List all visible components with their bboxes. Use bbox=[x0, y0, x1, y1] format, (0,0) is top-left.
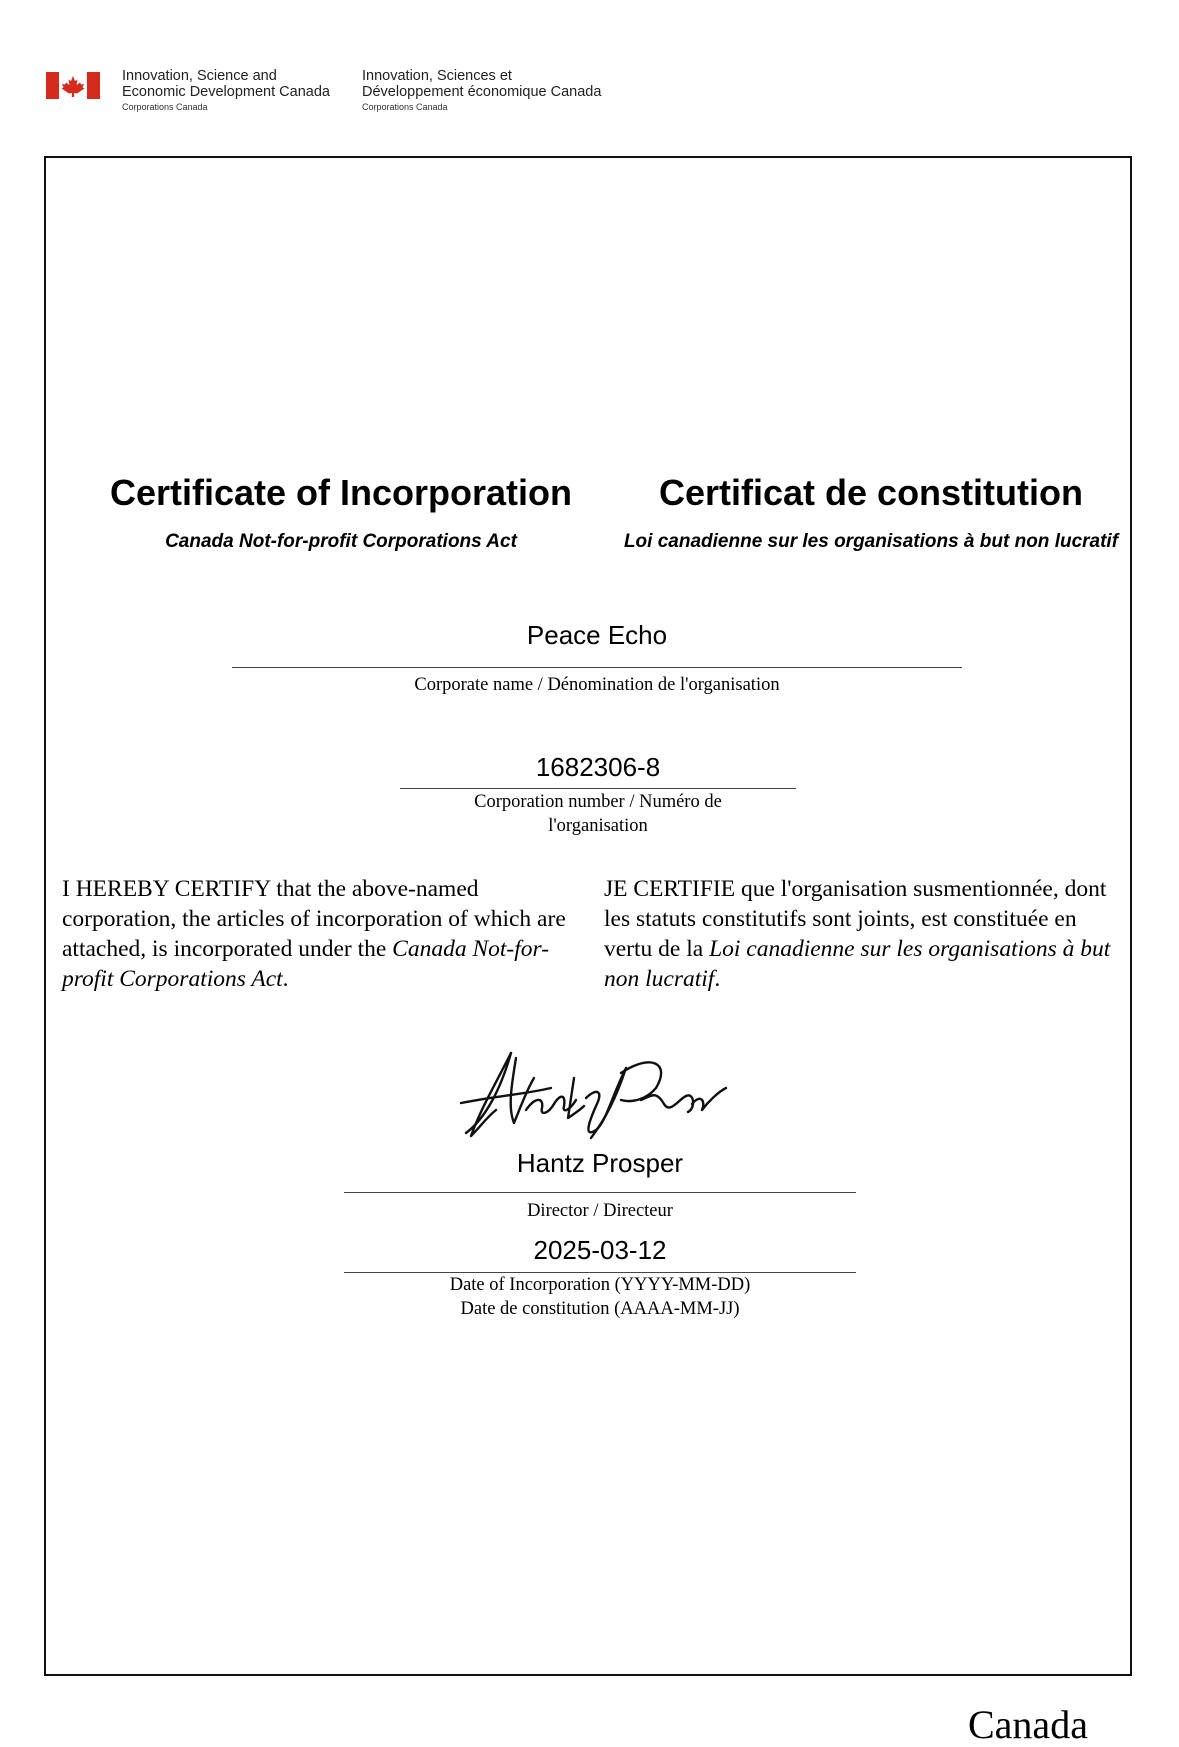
corporation-number-value: 1682306-8 bbox=[535, 752, 661, 782]
certify-en-text: I HEREBY CERTIFY that the above-named corporation, the articles of incorporation of which are attached, is incorporated under the bbox=[62, 876, 566, 962]
date-caption-french: Date de constitution (AAAA-MM-JJ) bbox=[460, 1299, 740, 1319]
department-subtitle-fr: Corporations Canada bbox=[362, 102, 448, 112]
date-caption-english: Date of Incorporation (YYYY-MM-DD) bbox=[449, 1275, 751, 1295]
corporation-number-caption-line-1: Corporation number / Numéro de bbox=[474, 792, 722, 812]
canada-flag-icon bbox=[46, 72, 100, 99]
director-title: Director / Directeur bbox=[527, 1201, 673, 1221]
certify-fr-act: Loi canadienne sur les organisations à but non lucratif bbox=[604, 936, 1111, 992]
canada-wordmark: Canada bbox=[968, 1702, 1088, 1747]
incorporation-date: 2025-03-12 bbox=[533, 1235, 667, 1265]
department-subtitle: Corporations Canada bbox=[122, 102, 208, 112]
corporate-name-caption: Corporate name / Dénomination de l'organisation bbox=[414, 675, 780, 695]
certificate-title-french: Certificat de constitution bbox=[658, 472, 1084, 513]
corporation-number-line bbox=[400, 788, 796, 789]
department-line-1: Innovation, Science and bbox=[122, 68, 277, 84]
certification-statement-french bbox=[604, 874, 1119, 994]
corporate-name-value: Peace Echo bbox=[526, 620, 668, 650]
corporation-number-caption bbox=[400, 790, 796, 838]
director-line bbox=[344, 1192, 856, 1193]
director-name: Hantz Prosper bbox=[516, 1148, 684, 1178]
corporate-name-line bbox=[232, 667, 962, 668]
government-header bbox=[46, 68, 666, 124]
act-name-french: Loi canadienne sur les organisations à but non lucratif bbox=[623, 531, 1119, 552]
department-name-french bbox=[362, 68, 601, 114]
certification-statement-english bbox=[62, 874, 582, 994]
department-line-2-fr: Développement économique Canada bbox=[362, 84, 602, 100]
corporation-number-caption-line-2: l'organisation bbox=[548, 816, 648, 836]
certify-fr-text: JE CERTIFIE que l'organisation susmentionnée, dont les statuts constitutifs sont joints, est constituée en vertu de la bbox=[604, 876, 1107, 962]
department-line-2: Economic Development Canada bbox=[122, 84, 330, 100]
incorporation-date-caption bbox=[344, 1273, 856, 1321]
certify-fr-suffix: . bbox=[714, 966, 721, 992]
certify-en-act: Canada Not-for-profit Corporations Act bbox=[62, 936, 550, 992]
certificate-frame bbox=[44, 156, 1132, 1676]
department-name-english bbox=[122, 68, 330, 114]
department-line-1-fr: Innovation, Sciences et bbox=[362, 68, 512, 84]
act-name-english: Canada Not-for-profit Corporations Act bbox=[165, 531, 517, 552]
director-signature bbox=[456, 1048, 736, 1143]
certificate-title-english: Certificate of Incorporation bbox=[109, 472, 573, 513]
certify-en-suffix: . bbox=[282, 966, 289, 992]
